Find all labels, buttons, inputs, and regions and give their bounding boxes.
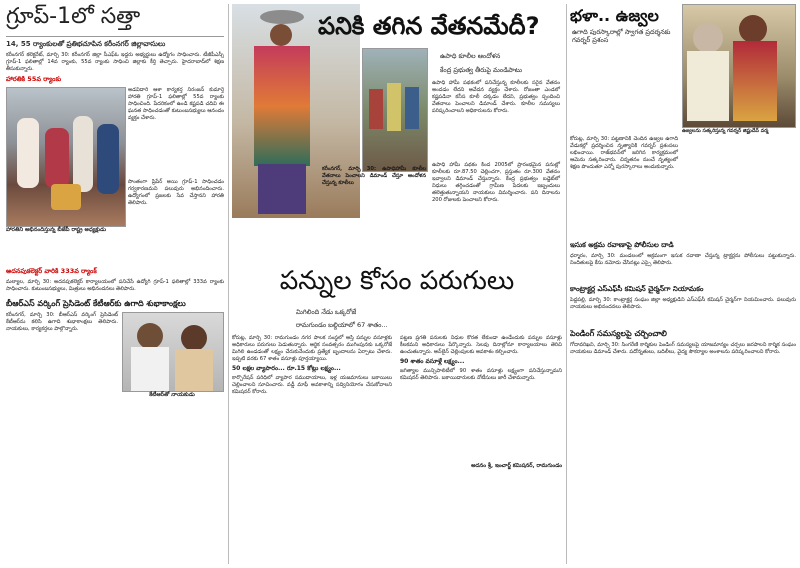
column-divider-2	[566, 4, 567, 564]
sand-text: ధర్మారం, మార్చి 30: మండలంలో అక్రమంగా ఇసుక రవాణా చేస్తున్న ట్రాక్టర్లను పోలీసులు పట్టుకున్నారు. నిందితులపై కేసు నమోదు చేసినట్లు ఎస్సై తెలిపారు.	[570, 253, 796, 266]
harathi-photo	[6, 87, 126, 227]
section-harathi-more: సొంతంగా ప్రిపేర్‌ అయి గ్రూప్‌-1 సాధించడం గర్వకారణమని పలువురు అభినందించారు. ఉద్యోగంలో ప్రజలకు సేవ చేస్తానని హారతి తెలిపారు.	[128, 179, 224, 206]
tax-byline: అదనం శ్రీ, ఇంచార్జ్‌ కమిషనర్‌, రామగుండం	[471, 463, 562, 469]
section-ktr-text: కరీంనగర్‌, మార్చి 30: బీఆర్‌ఎస్‌ వర్కింగ్‌ ప్రెసిడెంట్‌ కేటీఆర్‌ను కలిసి ఉగాది శుభాకాంక్షలు తెలిపారు. నాయకులు, కార్యకర్తలు పాల్గొన్నారు.	[6, 312, 118, 332]
tax-body-right: పట్టణ ప్రగతి పనులకు నిధుల కొరత లేకుండా ఉండేందుకు పన్నుల వసూళ్లు కీలకమని అధికారులు పేర్కొన్నారు. సెలవు దినాల్లోనూ కార్యాలయాలు తెరిచి ఉంచుతున్నారు. ఆన్‌లైన్‌ చెల్లింపులకు అవకాశం కల్పించారు.	[400, 335, 562, 355]
ujwala-photo	[682, 4, 796, 128]
wage-photo-caption: కరీంనగర్‌, మార్చి 30: ఉపాధిహామీ కూలీల వేతనాలు పెంచాలని డిమాండ్‌ చేస్తూ ఆందోళన చేస్తున్న కూలీలు	[322, 166, 426, 186]
column-1	[6, 0, 224, 568]
laborers-group-photo	[362, 48, 428, 172]
wage-headline: పనికి తగిన వేతనమేదీ?	[318, 12, 540, 40]
wage-bullets	[432, 52, 560, 76]
ujwala-headline: భళా.. ఉజ్వల	[570, 6, 659, 25]
tax-subhead-right: 90 శాతం వసూళ్లే లక్ష్యం...	[400, 358, 465, 365]
group1-headline: గ్రూప్‌-1లో సత్తా	[6, 4, 224, 37]
tax-body-left: కోరుట్ల, మార్చి 30: రామగుండం నగర పాలక సంస్థలో ఆస్తి పన్నుల వసూళ్లకు అధికారులు పరుగులు పెడుతున్నారు. ఆర్థిక సంవత్సరం ముగింపునకు ఒక్కరోజే మిగిలి ఉండడంతో లక్ష్యం చేరుకునేందుకు ప్రత్యేక బృందాలను ఏర్పాటు చేశారు. ఇప్పటి వరకు 67 శాతం వసూళ్లు పూర్తయ్యాయి.	[232, 335, 392, 362]
ujwala-photo-caption: ఉజ్వలను సత్కరిస్తున్న గవర్నర్‌ జిష్ణుదేవ్‌ వర్మ	[682, 128, 769, 134]
wage-body-continued: ఉపాధి హామీ పథకం కింద 2005లో ప్రారంభమైన పనుల్లో కూలీలకు రూ.87.50 చెల్లించగా, ప్రస్తుతం రూ.300 వేతనం ఇవ్వాలని డిమాండ్‌ చేస్తున్నారు. కేంద్ర ప్రభుత్వం బడ్జెట్‌లో నిధులు తగ్గించడంతో గ్రామీణ పేదలకు ఇబ్బందులు తలెత్తుతున్నాయని నాయకులు విమర్శించారు. పని దినాలను 200 రోజులకు పెంచాలని కోరారు.	[432, 162, 560, 203]
section-333-text: మల్యాల, మార్చి 30: అదనపుకలెక్టర్‌ కార్యాలయంలో పనిచేసే ఉద్యోగి గ్రూప్‌-1 ఫలితాల్లో 333వ ర్యాంకు సాధించారు. కుటుంబసభ్యులు, మిత్రులు అభినందనలు తెలిపారు.	[6, 279, 224, 292]
section-ktr-title: బీఆర్‌ఎస్‌ వర్కింగ్‌ ప్రెసిడెంట్‌ కేటీఆర్‌కు ఉగాది శుభాకాంక్షలు	[6, 299, 186, 308]
tax-story	[232, 262, 562, 568]
sand-title: ఇసుక అక్రమ రవాణాపై పోలీసుల దాడి	[570, 241, 674, 249]
tax-headline: పన్నుల కోసం పరుగులు	[279, 266, 515, 296]
section-harathi-title: హారతికి 55వ ర్యాంకు	[6, 75, 62, 83]
wage-bullet-1: ఉపాధి కూలీల ఆందోళన	[440, 52, 501, 60]
tax-bullets	[296, 308, 562, 331]
section-harathi-text: అడవిదారి ఆశా కార్యకర్త నిరంజన్‌ కుమార్తె హారతి గ్రూప్‌-1 ఫలితాల్లో 55వ ర్యాంకు సాధించింది. పేదరికంలో ఉండి కష్టపడి చదివి ఈ ఘనత సాధించడంతో కుటుంబసభ్యులు ఆనందం వ్యక్తం చేశారు.	[128, 87, 224, 121]
contractors-text: పెద్దపల్లి, మార్చి 30: కాంట్రాక్టర్ల సంఘం జిల్లా అధ్యక్షుడిని ఎస్‌ఎఫ్‌సీ కమిషన్‌ చైర్మన్‌గా నియమించారు. పలువురు నాయకులు అభినందనలు తెలిపారు.	[570, 297, 796, 310]
wage-story	[232, 0, 562, 260]
contractors-title: కాంట్రాక్టర్ల ఎస్‌ఎఫ్‌సీ కమిషన్‌ చైర్మన్‌గా నియామకం	[570, 285, 704, 293]
tax-bullet-1: మిగిలింది నేడు ఒక్కరోజే	[296, 308, 357, 316]
tax-subhead-left: 50 లక్షల వ్యాపారం... రూ.15 కోట్లు లక్ష్యం...	[232, 365, 341, 372]
ktr-photo	[122, 312, 224, 392]
wage-bullet-2: కేంద్ర ప్రభుత్వ తీరుపై మండిపాటు	[440, 66, 522, 74]
tax-body-left-2: కార్పొరేషన్‌ పరిధిలో వ్యాపార సముదాయాలు, ఇళ్ల యజమానులు బకాయిలు చెల్లించాలని సూచించారు. వడ్డీ మాఫీ అవకాశాన్ని సద్వినియోగం చేసుకోవాలని కమిషనర్‌ కోరారు.	[232, 375, 392, 395]
group1-subhead: 14, 55 ర్యాంకులతో ప్రతిభచూపిన కరీంనగర్‌ జిల్లావాసులు	[6, 40, 166, 48]
ktr-photo-caption: కేటీఆర్‌తో నాయకుడు	[149, 392, 195, 398]
tax-bullet-2: రామగుండం బల్దియాలో 67 శాతం...	[296, 321, 388, 329]
ujwala-body: కోరుట్ల, మార్చి 30: పట్టణానికి చెందిన ఉజ్వల ఉగాది వేడుకల్లో ప్రదర్శించిన నృత్యానికి గవర్నర్‌ ప్రశంసలు లభించాయి. రాజ్‌భవన్‌లో జరిగిన కార్యక్రమంలో ఆమెను సత్కరించారు. చిన్నతనం నుంచే నృత్యంలో శిక్షణ పొందుతూ ఎన్నో పురస్కారాలు అందుకున్నారు.	[570, 136, 678, 170]
column-4	[570, 0, 796, 568]
tax-body-right-2: జగిత్యాల మున్సిపాలిటీలో 90 శాతం వసూళ్లు లక్ష్యంగా పనిచేస్తున్నామని కమిషనర్‌ తెలిపారు. బకాయిదారులకు నోటీసులు జారీ చేశామన్నారు.	[400, 368, 562, 381]
column-divider-1	[228, 4, 229, 564]
ujwala-subhead: ఉగాది పురస్కారాల్లో స్వాగత ప్రదర్శనకు గవర్నర్‌ ప్రశంస	[572, 28, 671, 44]
wage-body: ఉపాధి హామీ పథకంలో పనిచేస్తున్న కూలీలకు సరైన వేతనం అందడం లేదని ఆవేదన వ్యక్తం చేశారు. రోజంతా ఎండలో కష్టపడినా కనీస కూలీ దక్కడం లేదని, ప్రభుత్వం స్పందించి వేతనాలు పెంచాలని డిమాండ్‌ చేశారు. కూలీల సమస్యలు పరిష్కరించాలని అధికారులను కోరారు.	[432, 80, 560, 114]
section-333-title: అదనపుకలెక్టర్‌ వారికి 333వ ర్యాంక్‌	[6, 267, 97, 275]
pending-title: పెండింగ్‌ సమస్యలపై చర్చించాలి	[570, 329, 667, 338]
group1-intro: కరీంనగర్‌ కలెక్టరేట్‌, మార్చి 30: కరీంనగర్‌ జిల్లా సీఎఫ్‌ఓ ఇద్దరు అభ్యర్థులు ఉద్యోగం సాధించారు. టీజీపీఎస్సీ గ్రూప్‌-1 ఫలితాల్లో 14వ ర్యాంకు, 55వ ర్యాంకు సాధించి జిల్లాకు కీర్తి తెచ్చారు. హైదరాబాద్‌లో శిక్షణ తీసుకున్నారు.	[6, 52, 224, 72]
harathi-photo-caption: హారతిని అభినందిస్తున్న బీజేపీ రాష్ట్ర అధ్యక్షుడు	[6, 227, 107, 233]
pending-text: గోదావరిఖని, మార్చి 30: సింగరేణి కార్మికుల పెండింగ్‌ సమస్యలపై యాజమాన్యం చర్చలు జరపాలని కార్మిక సంఘం నాయకులు డిమాండ్‌ చేశారు. పదోన్నతులు, బదిలీలు, వైద్య సౌకర్యాల అంశాలను పరిష్కరించాలని కోరారు.	[570, 342, 796, 355]
